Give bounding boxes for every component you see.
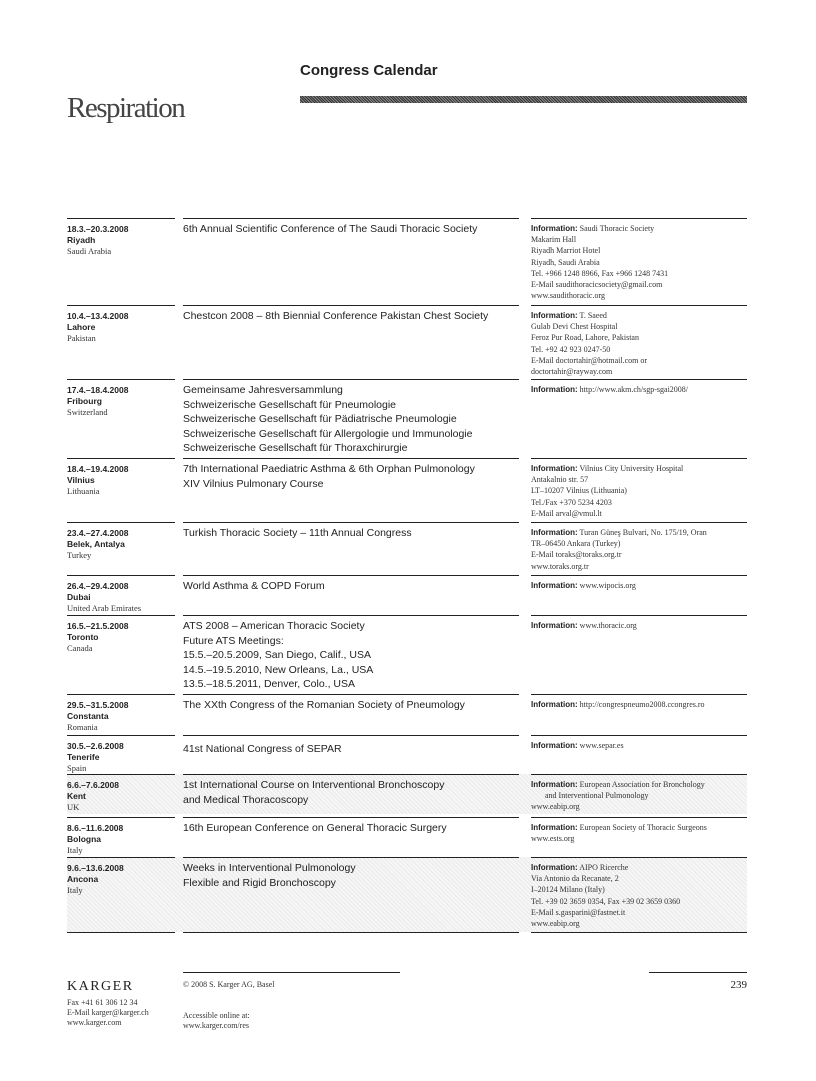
event-title-line: Flexible and Rigid Bronchoscopy: [183, 876, 336, 889]
event-date: 9.6.–13.6.2008: [67, 863, 124, 873]
event-row: [67, 575, 747, 612]
event-row: [67, 458, 747, 519]
info-text: http://www.akm.ch/sgp-sgai2008/: [579, 385, 689, 394]
event-title: ATS 2008 – American Thoracic Society: [183, 620, 365, 632]
event-date: 10.4.–13.4.2008: [67, 311, 129, 321]
info-label: Information:: [531, 700, 578, 709]
event-date: 29.5.–31.5.2008: [67, 700, 129, 710]
info-line: Tel. +39 02 3659 0354, Fax +39 02 3659 0360: [531, 896, 681, 906]
info-line: Makarim Hall: [531, 235, 577, 245]
info-text: Vilnius City University Hospital: [579, 464, 684, 473]
info-line: Gulab Devi Chest Hospital: [531, 322, 618, 332]
info-text: Turan Güneş Bulvari, No. 175/19, Oran: [579, 528, 707, 537]
info-text: http://congrespneumo2008.ccongres.ro: [579, 700, 705, 709]
info-label: Information:: [531, 311, 578, 320]
info-text: www.wipocis.org: [579, 581, 636, 590]
event-date: 30.5.–2.6.2008: [67, 741, 124, 751]
event-row: [67, 735, 747, 773]
event-date: 23.4.–27.4.2008: [67, 528, 129, 538]
event-row: [67, 522, 747, 572]
event-country: Saudi Arabia: [67, 246, 112, 256]
info-line: E-Mail saudithoracicsociety@gmail.com: [531, 280, 663, 290]
info-label: Information:: [531, 224, 578, 233]
event-city: Tenerife: [67, 752, 100, 762]
event-date: 17.4.–18.4.2008: [67, 385, 129, 395]
event-title-line: Schweizerische Gesellschaft für Thoraxchirurgie: [183, 442, 408, 454]
event-country: Canada: [67, 643, 93, 653]
event-country: UK: [67, 802, 80, 812]
info-line: Antakalnio str. 57: [531, 475, 589, 485]
info-line: Riyadh, Saudi Arabia: [531, 257, 600, 267]
event-row: [67, 694, 747, 732]
event-country: Spain: [67, 763, 87, 773]
info-label: Information:: [531, 863, 578, 872]
event-city: Belek, Antalya: [67, 539, 125, 549]
event-title: 6th Annual Scientific Conference of The Saudi Thoracic Society: [183, 223, 478, 235]
event-city: Riyadh: [67, 235, 96, 245]
event-row: [67, 305, 747, 376]
info-text: European Association for Bronchology: [579, 780, 705, 789]
title-bar: [300, 96, 747, 103]
info-label: Information:: [531, 780, 578, 789]
page-title: Congress Calendar: [300, 62, 438, 79]
copyright: © 2008 S. Karger AG, Basel: [183, 980, 275, 989]
info-label: Information:: [531, 464, 578, 473]
journal-logo: Respiration: [67, 92, 185, 124]
info-line: Tel. +966 1248 8966, Fax +966 1248 7431: [531, 268, 669, 278]
event-title-line: 13.5.–18.5.2011, Denver, Colo., USA: [183, 678, 355, 690]
event-city: Kent: [67, 791, 86, 801]
event-title: The XXth Congress of the Romanian Society of Pneumology: [183, 699, 465, 711]
event-country: Turkey: [67, 550, 92, 560]
info-text: T. Saeed: [579, 311, 607, 320]
info-text: European Society of Thoracic Surgeons: [579, 823, 707, 832]
event-country: Italy: [67, 845, 83, 855]
publisher-logo: KARGER: [67, 979, 134, 994]
info-line: E-Mail doctortahir@hotmail.com or: [531, 355, 648, 365]
info-line: www.toraks.org.tr: [531, 561, 589, 571]
access-label: Accessible online at:: [183, 1011, 250, 1020]
info-label: Information:: [531, 528, 578, 537]
event-date: 6.6.–7.6.2008: [67, 780, 119, 790]
event-title: Chestcon 2008 – 8th Biennial Conference Pakistan Chest Society: [183, 310, 489, 322]
page-number: 239: [730, 979, 747, 991]
event-title: World Asthma & COPD Forum: [183, 580, 325, 592]
event-title-line: Schweizerische Gesellschaft für Pädiatrische Pneumologie: [183, 413, 457, 425]
info-label: Information:: [531, 823, 578, 832]
event-title: 1st International Course on Interventional Bronchoscopy: [183, 779, 445, 791]
event-city: Toronto: [67, 632, 99, 642]
info-line: Tel. +92 42 923 0247-50: [531, 344, 611, 354]
event-title: Gemeinsame Jahresversammlung: [183, 384, 343, 396]
event-country: Romania: [67, 722, 98, 732]
footer-rule: [183, 972, 400, 973]
event-title-line: 15.5.–20.5.2009, San Diego, Calif., USA: [183, 649, 371, 661]
event-title: Weeks in Interventional Pulmonology: [183, 862, 356, 874]
event-row: [67, 379, 747, 455]
info-label: Information:: [531, 581, 578, 590]
info-text: AIPO Ricerche: [579, 863, 629, 872]
info-line: Via Antonio da Recanate, 2: [531, 874, 619, 884]
event-country: Pakistan: [67, 333, 96, 343]
event-date: 26.4.–29.4.2008: [67, 581, 129, 591]
event-row: [67, 615, 747, 691]
event-row: [67, 218, 747, 302]
info-line: doctortahir@rayway.com: [531, 367, 613, 377]
info-text: www.separ.es: [579, 741, 624, 750]
event-title-line: Schweizerische Gesellschaft für Allergologie und Immunologie: [183, 427, 473, 440]
publisher-email: E-Mail karger@karger.ch: [67, 1008, 149, 1017]
table-bottom-rule: [531, 932, 747, 933]
event-title-line: Schweizerische Gesellschaft für Pneumologie: [183, 398, 397, 411]
event-title: Turkish Thoracic Society – 11th Annual Congress: [183, 527, 412, 539]
event-date: 8.6.–11.6.2008: [67, 823, 124, 833]
info-line: Tel./Fax +370 5234 4203: [531, 497, 612, 507]
info-line: E-Mail s.gasparini@fastnet.it: [531, 907, 626, 917]
publisher-contact: [67, 998, 149, 1028]
event-country: Switzerland: [67, 407, 108, 417]
footer-rule: [649, 972, 747, 973]
info-label: Information:: [531, 741, 578, 750]
event-city: Dubai: [67, 592, 91, 602]
info-line: www.saudithoracic.org: [531, 291, 605, 301]
info-label: Information:: [531, 621, 578, 630]
event-row: [67, 774, 747, 814]
event-title-line: 14.5.–19.5.2010, New Orleans, La., USA: [183, 663, 374, 676]
info-line: E-Mail toraks@toraks.org.tr: [531, 550, 622, 560]
access-url: www.karger.com/res: [183, 1021, 249, 1030]
event-row: [67, 817, 747, 855]
event-city: Bologna: [67, 834, 101, 844]
event-title-line: XIV Vilnius Pulmonary Course: [183, 477, 324, 490]
event-city: Constanta: [67, 711, 109, 721]
info-line: LT–10207 Vilnius (Lithuania): [531, 486, 627, 496]
info-line: and Interventional Pulmonology: [545, 791, 649, 801]
event-title-line: Future ATS Meetings:: [183, 634, 284, 647]
publisher-fax: Fax +41 61 306 12 34: [67, 998, 138, 1007]
event-date: 18.4.–19.4.2008: [67, 464, 129, 474]
table-bottom-rule: [183, 932, 519, 933]
event-title: 16th European Conference on General Thoracic Surgery: [183, 822, 447, 834]
event-city: Vilnius: [67, 475, 95, 485]
info-line: TR–06450 Ankara (Turkey): [531, 539, 621, 549]
event-city: Lahore: [67, 322, 96, 332]
event-date: 16.5.–21.5.2008: [67, 621, 129, 631]
online-access: [183, 1011, 250, 1031]
event-title: 7th International Paediatric Asthma & 6th Orphan Pulmonology: [183, 463, 475, 475]
event-city: Fribourg: [67, 396, 102, 406]
info-text: Saudi Thoracic Society: [579, 224, 655, 233]
event-country: Lithuania: [67, 486, 100, 496]
event-country: Italy: [67, 885, 83, 895]
info-line: Riyadh Marriot Hotel: [531, 246, 601, 256]
event-title-line: and Medical Thoracoscopy: [183, 793, 309, 806]
info-line: www.eabip.org: [531, 919, 580, 929]
event-date: 18.3.–20.3.2008: [67, 224, 129, 234]
event-title: 41st National Congress of SEPAR: [183, 743, 342, 755]
event-country: United Arab Emirates: [67, 603, 142, 613]
publisher-web: www.karger.com: [67, 1018, 122, 1027]
table-bottom-rule: [67, 932, 175, 933]
event-city: Ancona: [67, 874, 99, 884]
info-text: www.thoracic.org: [579, 621, 637, 630]
event-row: [67, 857, 747, 932]
info-label: Information:: [531, 385, 578, 394]
info-line: www.eabip.org: [531, 802, 580, 812]
info-line: I–20124 Milano (Italy): [531, 885, 605, 895]
info-line: Feroz Pur Road, Lahore, Pakistan: [531, 333, 639, 343]
info-line: E-Mail arval@vmul.lt: [531, 508, 602, 518]
info-line: www.ests.org: [531, 834, 575, 844]
